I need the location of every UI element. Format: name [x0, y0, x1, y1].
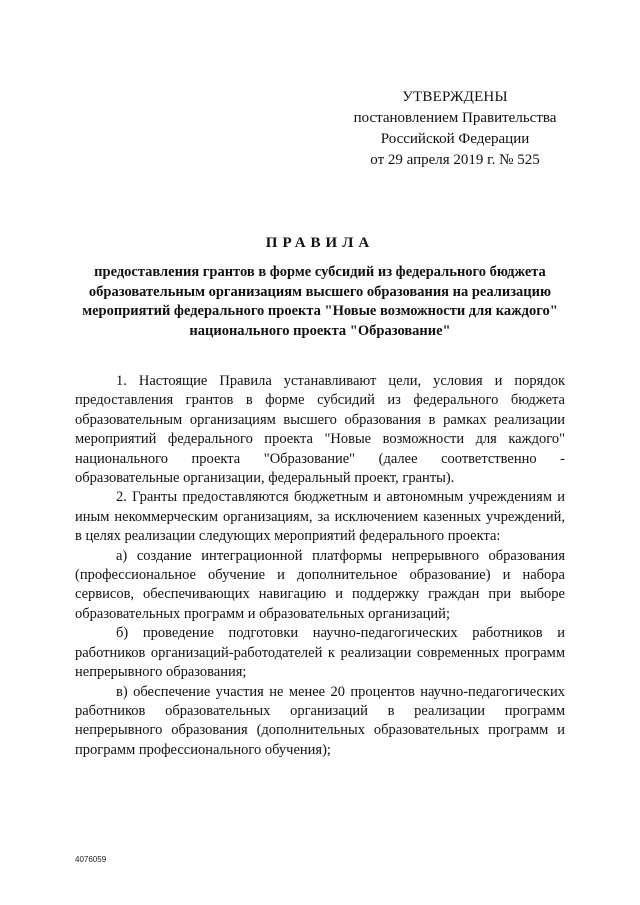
approval-line-2: Российской Федерации [380, 131, 530, 147]
paragraph-2b: б) проведение подготовки научно-педагогических работников и работников организаций-работодателей к реализации современных программ непрерывного образования; [75, 625, 565, 681]
document-code: 4076059 [75, 855, 107, 864]
rules-title: ПРАВИЛА [265, 235, 375, 251]
paragraph-2c: в) обеспечение участия не менее 20 процентов научно-педагогических работников образовательных организаций в реализации программ непрерывного образования (дополнительных образовательных программ и программ профессионального обучения); [75, 683, 565, 758]
paragraph-1: 1. Настоящие Правила устанавливают цели, условия и порядок предоставления грантов в форме субсидий из федерального бюджета образовательным организациям высшего образования в рамках реализации мероприятий федерального проекта "Новые возможности для каждого" национального проекта "Образование" (далее соответственно - образовательные организации, федеральный проект, гранты). [75, 373, 565, 487]
approval-title: УТВЕРЖДЕНЫ [402, 89, 508, 105]
paragraph-2a: а) создание интеграционной платформы непрерывного образования (профессиональное обучение и дополнительное образование) и набора сервисов, обеспечивающих навигацию и поддержку граждан при выборе образовательных программ и образовательных организаций; [75, 547, 565, 622]
rules-subtitle: предоставления грантов в форме субсидий из федерального бюджета образовательным организациям высшего образования на реализацию мероприятий федерального проекта "Новые возможности для каждого" национального проекта "Образование" [82, 264, 558, 339]
approval-line-3: от 29 апреля 2019 г. № 525 [370, 152, 540, 168]
paragraph-2: 2. Гранты предоставляются бюджетным и автономным учреждениям и иным некоммерческим организациям, за исключением казенных учреждений, в целях реализации следующих мероприятий федерального проекта: [75, 489, 565, 545]
approval-line-1: постановлением Правительства [353, 110, 557, 126]
approval-block [330, 87, 580, 171]
document-body [75, 372, 565, 760]
